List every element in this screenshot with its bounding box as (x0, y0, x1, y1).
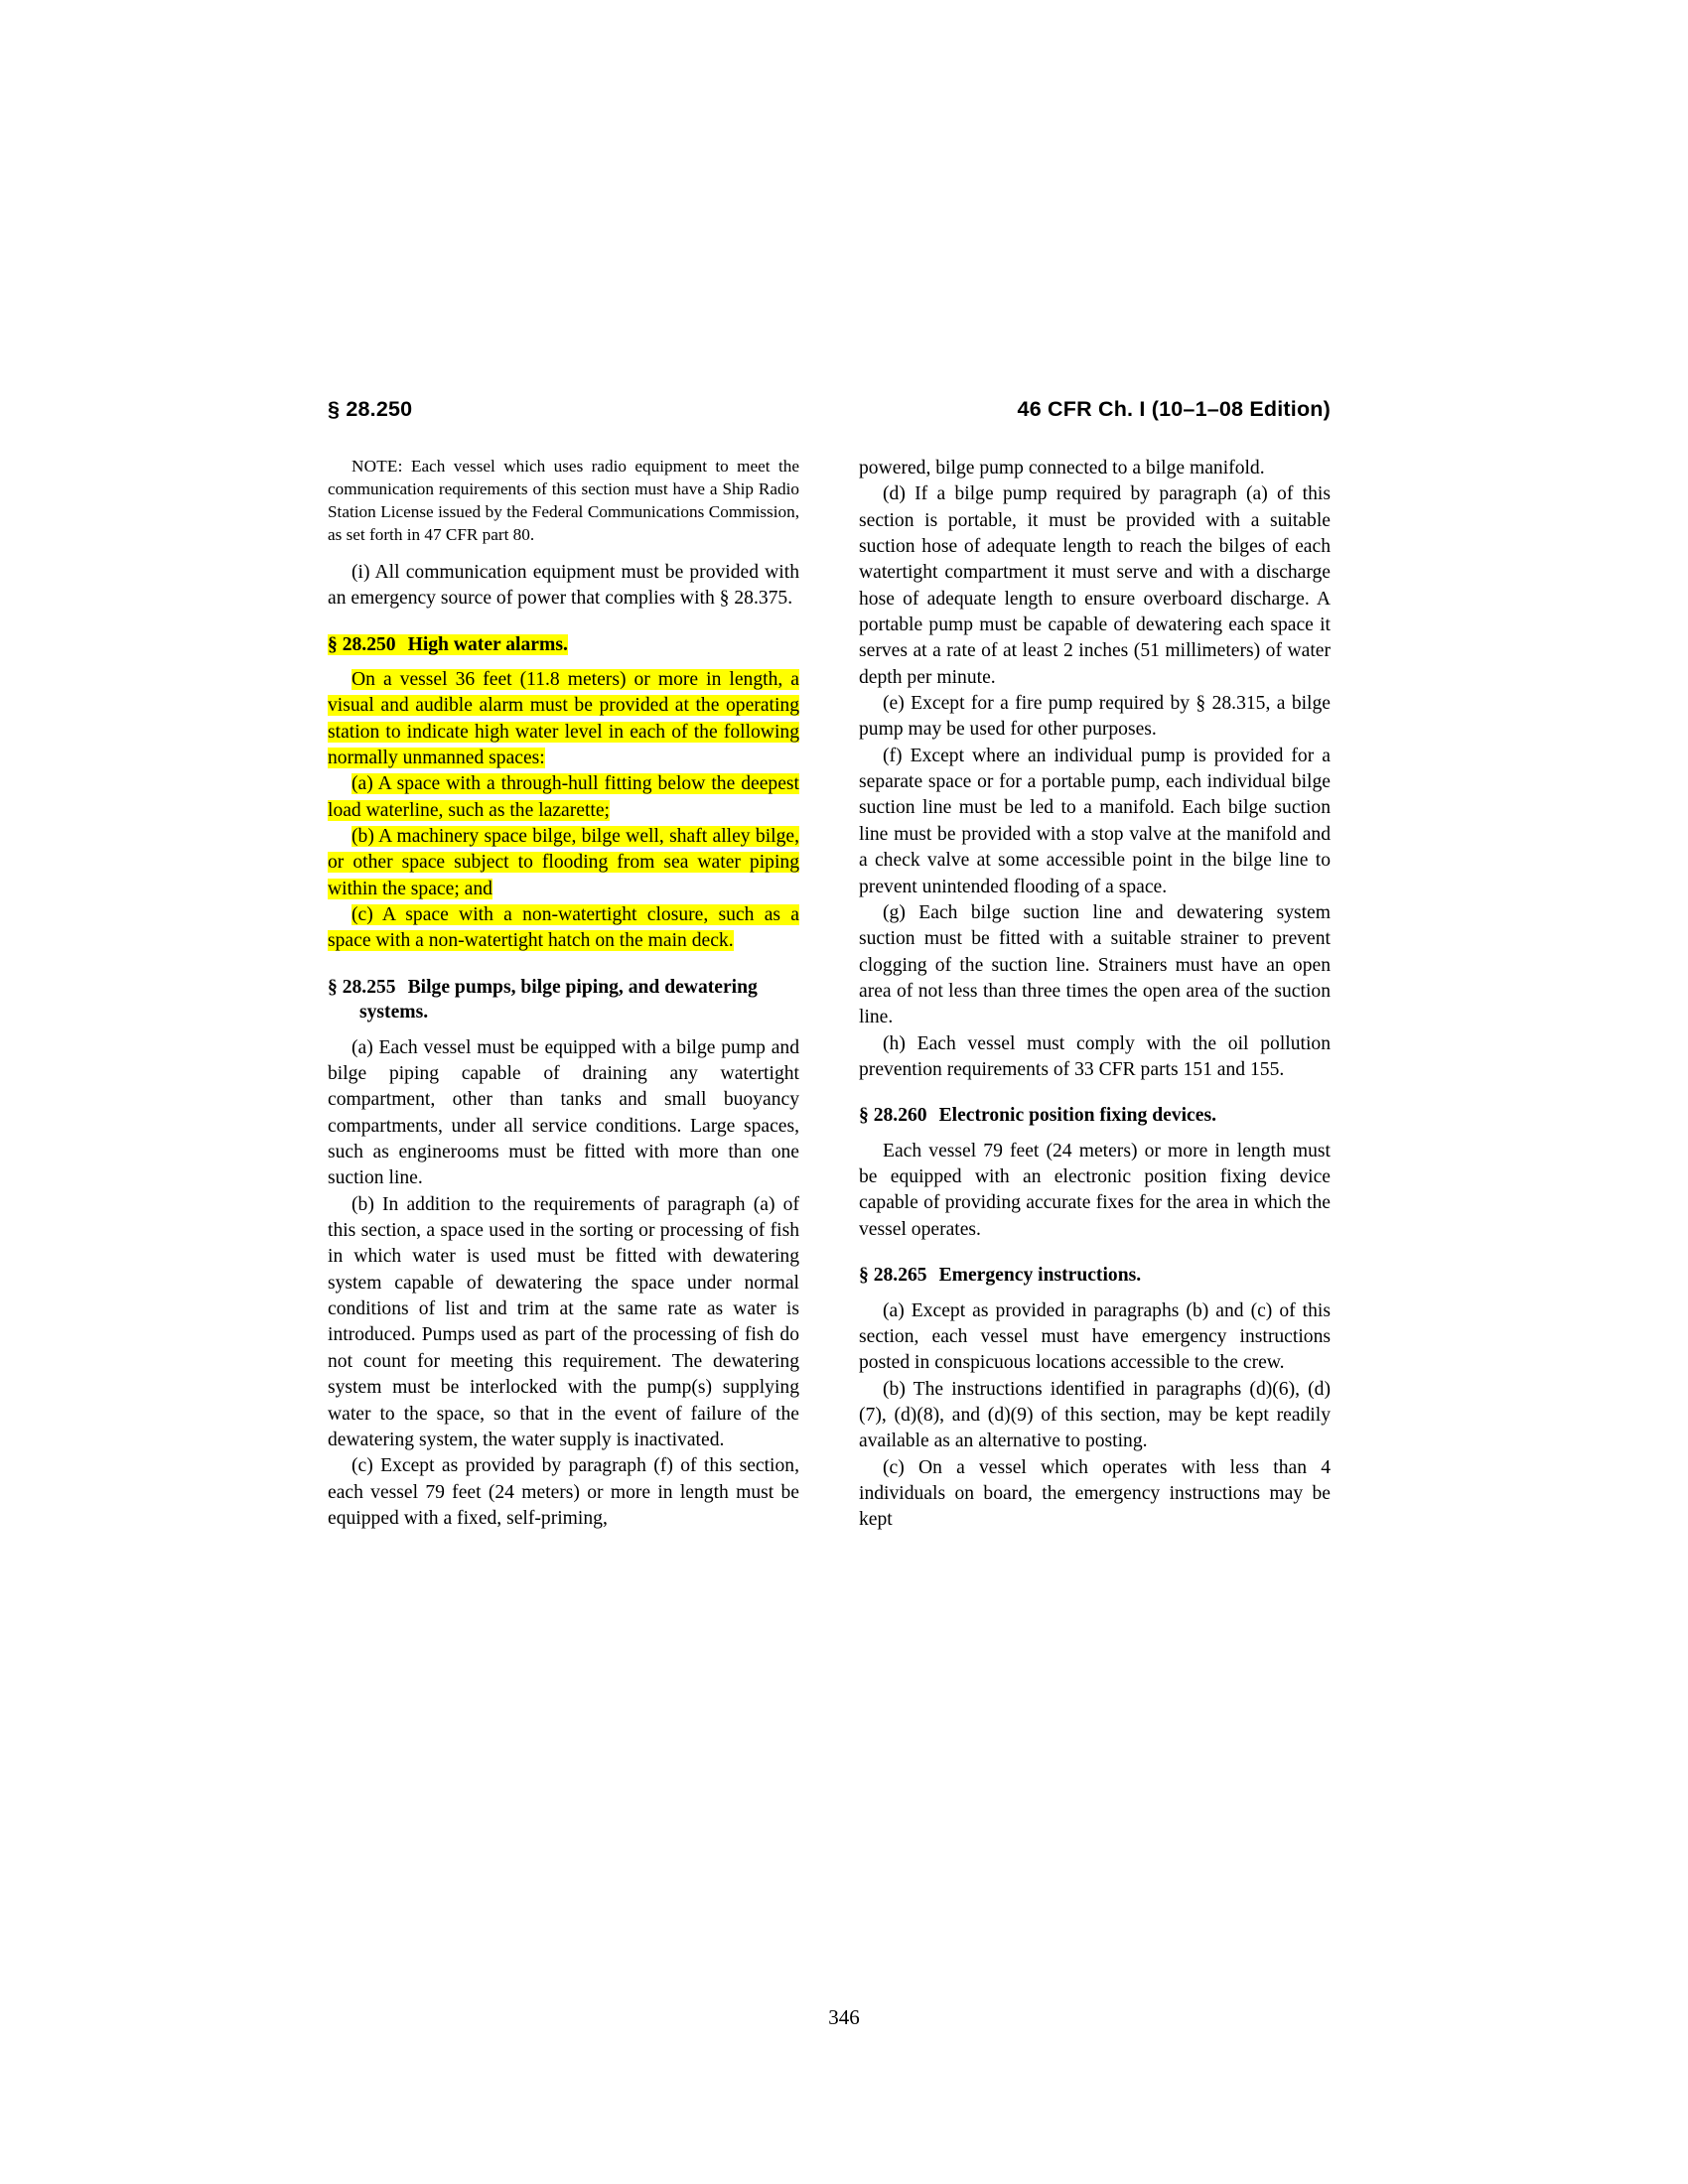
section-number: § 28.265 (859, 1265, 927, 1287)
paragraph-text: (a) Each vessel must be equipped with a bilge pump and bilge piping capable of draining any watertight compartment, other than tanks and small buoyancy compartments, under all service conditions. Large spaces, such as enginerooms must be fitted with more than one suction line. (328, 1036, 799, 1189)
section-heading-text (328, 634, 568, 655)
body-paragraph (859, 1298, 1331, 1377)
section-title: High water alarms. (407, 633, 568, 655)
section-number: § 28.250 (328, 633, 396, 655)
paragraph-text: (c) A space with a non-watertight closure, such as a space with a non-watertight hatch on the main deck. (328, 904, 799, 952)
body-paragraph (328, 824, 799, 902)
paragraph-text: (h) Each vessel must comply with the oil pollution prevention requirements of 33 CFR parts 151 and 155. (859, 1032, 1331, 1080)
running-head-right: 46 CFR Ch. I (10–1–08 Edition) (1017, 397, 1331, 421)
page-content (328, 397, 1331, 1534)
paragraph-text: (i) All communication equipment must be provided with an emergency source of power that complies with § 28.375. (328, 561, 799, 610)
paragraph-text: (c) Except as provided by paragraph (f) of this section, each vessel 79 feet (24 meters) or more in length must be equipped with a fixed, self-priming, (328, 1455, 799, 1529)
body-paragraph (859, 1031, 1331, 1084)
note-label: NOTE: (352, 457, 403, 476)
paragraph-text: On a vessel 36 feet (11.8 meters) or more in length, a visual and audible alarm must be provided at the operating station to indicate high water level in each of the following normally unmanned spaces: (328, 668, 799, 768)
body-paragraph (859, 900, 1331, 1031)
paragraph-text: (b) In addition to the requirements of paragraph (a) of this section, a space used in the sorting or processing of fish in which water is used must be fitted with dewatering system capable of dewatering the space under normal conditions of list and trim at the same rate as water is introduced. Pumps used as part of the processing of fish do not count for meeting this requirement. The dewatering system must be interlocked with the pump(s) supplying water to the space, so that in the event of failure of the dewatering system, the water supply is inactivated. (328, 1193, 799, 1450)
body-paragraph (328, 771, 799, 824)
right-column (859, 456, 1331, 1534)
section-heading (859, 1263, 1331, 1288)
body-paragraph (859, 1139, 1331, 1243)
body-paragraph (859, 1455, 1331, 1534)
left-column (328, 456, 799, 1532)
section-heading-text (859, 1105, 1216, 1126)
section-title: Electronic position fixing devices. (938, 1105, 1216, 1127)
body-paragraph (328, 902, 799, 955)
body-paragraph (859, 481, 1331, 691)
running-head (328, 397, 1331, 422)
body-paragraph (859, 691, 1331, 744)
body-paragraph (859, 456, 1331, 481)
section-heading-text (859, 1265, 1141, 1286)
body-paragraph (328, 1453, 799, 1532)
section-number: § 28.260 (859, 1105, 927, 1127)
page-number: 346 (828, 2005, 860, 2029)
paragraph-text: (e) Except for a fire pump required by § 28.315, a bilge pump may be used for other purposes. (859, 693, 1331, 741)
section-heading (328, 975, 799, 1025)
body-paragraph (859, 744, 1331, 900)
paragraph-text: (b) The instructions identified in paragraphs (d)(6), (d)(7), (d)(8), and (d)(9) of this section, may be kept readily available as an alternative to posting. (859, 1378, 1331, 1452)
section-heading (328, 632, 799, 657)
two-column-body (328, 456, 1331, 1534)
section-heading-text (328, 977, 758, 1023)
paragraph-text: (f) Except where an individual pump is provided for a separate space or for a portable pump, each individual bilge suction line must be led to a manifold. Each bilge suction line must be provided with a stop valve at the manifold and a check valve at some accessible point in the bilge line to prevent unintended flooding of a space. (859, 745, 1331, 897)
paragraph-text: (b) A machinery space bilge, bilge well, shaft alley bilge, or other space subject to flooding from sea water piping within the space; and (328, 826, 799, 899)
paragraph-text: Each vessel 79 feet (24 meters) or more in length must be equipped with an electronic position fixing device capable of providing accurate fixes for the area in which the vessel operates. (859, 1140, 1331, 1240)
body-paragraph (328, 1035, 799, 1192)
running-head-left: § 28.250 (328, 397, 413, 421)
paragraph-text: (d) If a bilge pump required by paragraph (a) of this section is portable, it must be provided with a suitable suction hose of adequate length to reach the bilges of each watertight compartment it must serve and with a discharge hose of adequate length to ensure overboard discharge. A portable pump must be capable of dewatering each space it serves at a rate of at least 2 inches (51 millimeters) of water depth per minute. (859, 483, 1331, 688)
section-title: Emergency instructions. (938, 1265, 1142, 1287)
note-paragraph (328, 456, 799, 547)
paragraph-text: (a) Except as provided in paragraphs (b) and (c) of this section, each vessel must have emergency instructions posted in conspicuous locations accessible to the crew. (859, 1299, 1331, 1374)
body-paragraph (328, 1192, 799, 1453)
paragraph-text: powered, bilge pump connected to a bilge manifold. (859, 458, 1265, 478)
paragraph-text: (g) Each bilge suction line and dewatering system suction must be fitted with a suitable strainer to prevent clogging of the suction line. Strainers must have an open area of not less than three times the open area of the suction line. (859, 901, 1331, 1028)
section-heading (859, 1103, 1331, 1128)
paragraph-text: (a) A space with a through-hull fitting below the deepest load waterline, such as the lazarette; (328, 773, 799, 821)
body-paragraph (328, 560, 799, 613)
body-paragraph (859, 1377, 1331, 1455)
note-text: Each vessel which uses radio equipment to meet the communication requirements of this section must have a Ship Radio Station License issued by the Federal Communications Commission, as set forth in 47 CFR part 80. (328, 457, 799, 544)
paragraph-text: (c) On a vessel which operates with less than 4 individuals on board, the emergency instructions may be kept (859, 1456, 1331, 1531)
section-title: Bilge pumps, bilge piping, and dewatering systems. (359, 976, 758, 1024)
body-paragraph (328, 667, 799, 771)
section-number: § 28.255 (328, 976, 396, 998)
